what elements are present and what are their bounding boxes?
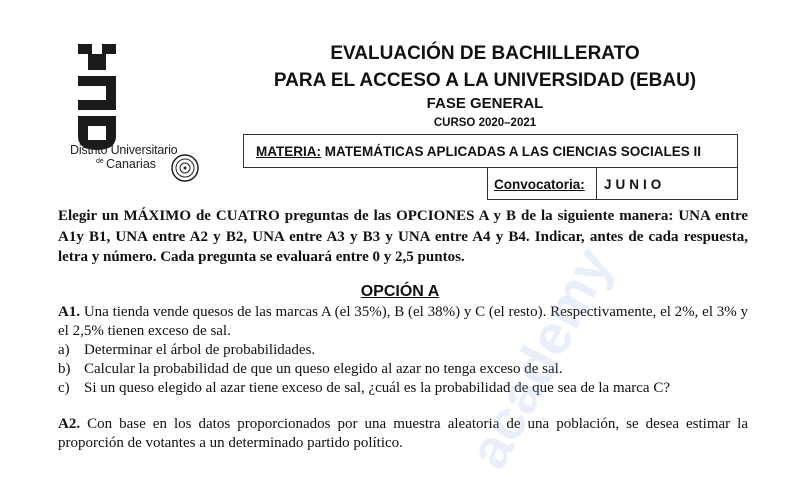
item-text: Determinar el árbol de probabilidades. xyxy=(84,342,316,358)
convocatoria-label: Convocatoria: xyxy=(494,177,585,192)
instructions-text: Elegir un MÁXIMO de CUATRO preguntas de las OPCIONES A y B de la siguiente manera: UNA entre A1y B1, UNA entre A2 y B2, UNA entre A3 y B3 y UNA entre A4 y B4. Indicar, antes de cada respuesta, letra y número. Cada pregunta se evaluará entre 0 y 2,5 puntos. xyxy=(58,208,748,265)
item-marker: b) xyxy=(58,361,71,377)
exam-title: EVALUACIÓN DE BACHILLERATO xyxy=(330,43,640,64)
question-a1-item xyxy=(58,341,748,360)
convocatoria-divider xyxy=(596,168,597,199)
logo-text-canarias: Canarias xyxy=(106,157,157,171)
materia-value: MATEMÁTICAS APLICADAS A LAS CIENCIAS SOCIALES II xyxy=(324,144,702,159)
question-a2-text: Con base en los datos proporcionados por una muestra aleatoria de una población, se desea estimar la proporción de votantes a un determinado partido político. xyxy=(58,416,748,451)
materia-line xyxy=(256,144,701,159)
exam-course: CURSO 2020–2021 xyxy=(433,117,537,129)
question-a1-item xyxy=(58,360,748,379)
materia-box xyxy=(243,134,738,168)
item-marker: a) xyxy=(58,342,70,358)
watermark: academy xyxy=(455,236,624,479)
duc-logo-letters xyxy=(72,40,122,152)
materia-label: MATERIA: xyxy=(256,144,321,159)
seal-icon xyxy=(170,153,200,183)
exam-phase: FASE GENERAL xyxy=(426,95,544,112)
item-text: Calcular la probabilidad de que un queso elegido al azar no tenga exceso de sal. xyxy=(84,361,563,377)
question-a1-item xyxy=(58,379,748,398)
question-a1-text: Una tienda vende quesos de las marcas A (el 35%), B (el 38%) y C (el resto). Respectivamente, el 2%, el 3% y el 2,5% tienen exceso de sal. xyxy=(58,304,748,339)
question-a1 xyxy=(58,303,748,341)
question-a1-label: A1. xyxy=(58,304,81,320)
logo-text-distrito: Distrito Universitario xyxy=(70,143,178,157)
question-a2 xyxy=(58,415,748,453)
convocatoria-value: JUNIO xyxy=(604,177,666,192)
exam-subtitle: PARA EL ACCESO A LA UNIVERSIDAD (EBAU) xyxy=(273,70,697,91)
duc-logo xyxy=(62,40,212,190)
option-title: OPCIÓN A xyxy=(360,283,440,300)
convocatoria-box xyxy=(487,168,738,200)
question-a2-label: A2. xyxy=(58,416,81,432)
item-marker: c) xyxy=(58,380,70,396)
item-text: Si un queso elegido al azar tiene exceso de sal, ¿cuál es la probabilidad de que sea de la marca C? xyxy=(84,380,671,396)
logo-text-de: de xyxy=(96,158,104,165)
